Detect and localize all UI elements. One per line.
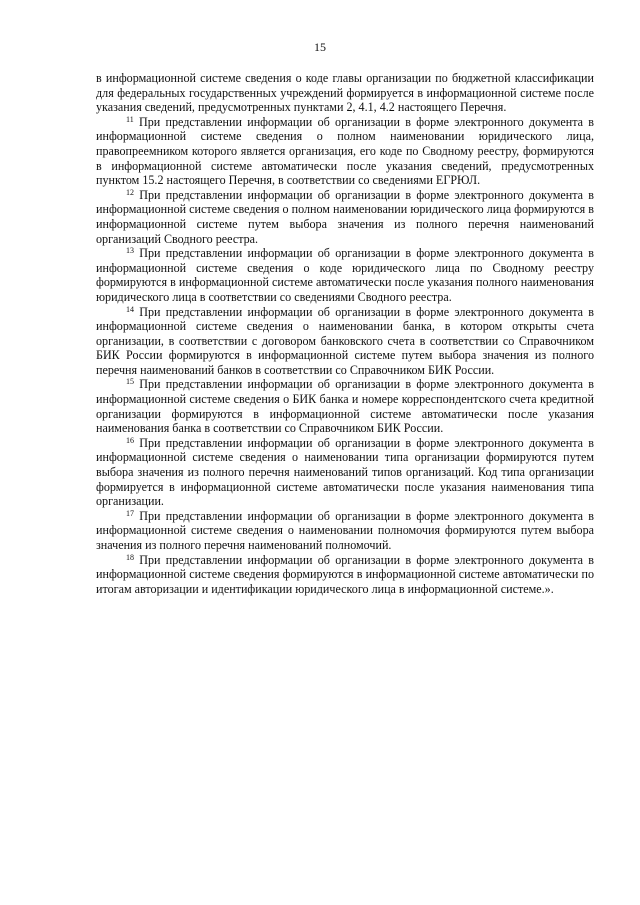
footnote-text: При представлении информации об организации в форме электронного документа в информационной системе сведения о наименовании типа организации формируются путем выбора значения из полного перечня наименований типов организаций. Код типа организации формируется в информационной системе автоматически после указания наименования типа организации. <box>96 435 594 509</box>
footnote-number: 11 <box>126 114 134 124</box>
footnote-13 <box>96 246 594 304</box>
footnote-text: При представлении информации об организации в форме электронного документа в информационной системе сведения о БИК банка и номере корреспондентского счета кредитной организации формируются в информационной системе автоматически после указания наименования банка в соответствии со Справочником БИК России. <box>96 377 594 436</box>
footnote-number: 14 <box>126 304 134 314</box>
footnote-16 <box>96 436 594 509</box>
document-body <box>96 71 594 596</box>
page-number: 15 <box>314 40 326 54</box>
footnote-15 <box>96 377 594 435</box>
footnote-11 <box>96 115 594 188</box>
footnote-text: При представлении информации об организации в форме электронного документа в информационной системе сведения о наименовании полномочия формируются путем выбора значения из полного перечня наименований полномочий. <box>96 508 594 552</box>
footnote-number: 12 <box>126 187 134 197</box>
footnote-number: 16 <box>126 435 134 445</box>
footnote-number: 13 <box>126 246 134 256</box>
footnote-number: 18 <box>126 552 134 562</box>
footnote-18 <box>96 553 594 597</box>
footnote-text: При представлении информации об организации в форме электронного документа в информационной системе сведения о коде юридического лица по Сводному реестру формируются в информационной системе автоматически после указания полного наименования юридического лица в соответствии со сведениями Сводного реестра. <box>96 246 594 304</box>
paragraph-continuation <box>96 71 594 115</box>
footnote-number: 17 <box>126 508 134 518</box>
footnote-12 <box>96 188 594 246</box>
footnote-17 <box>96 509 594 553</box>
footnote-text: При представлении информации об организации в форме электронного документа в информационной системе сведения формируются в информационной системе автоматически по итогам авторизации и идентификации юридического лица в информационной системе.». <box>96 552 594 596</box>
footnote-14 <box>96 305 594 378</box>
paragraph-text: в информационной системе сведения о коде главы организации по бюджетной классификации для федеральных государственных учреждений формируется в информационной системе после указания сведений, предусмотренных пунктами 2, 4.1, 4.2 настоящего Перечня. <box>96 71 594 115</box>
footnote-text: При представлении информации об организации в форме электронного документа в информационной системе сведения о наименовании банка, в котором открыты счета организации, в соответствии с договором банковского счета в соответствии со Справочником БИК России формируются в информационной системе путем выбора значения из полного перечня наименований банков в соответствии со Справочником БИК России. <box>96 304 594 377</box>
footnote-text: При представлении информации об организации в форме электронного документа в информационной системе сведения о полном наименовании юридического лица формируются в информационной системе путем выбора значения из полного перечня наименований организаций Сводного реестра. <box>96 187 594 246</box>
footnote-number: 15 <box>126 377 134 387</box>
footnote-text: При представлении информации об организации в форме электронного документа в информационной системе сведения о полном наименовании юридического лица, правопреемником которого является организация, его коде по Сводному реестру, формируются в информационной системе автоматически после указания сведений, предусмотренных пунктом 15.2 настоящего Перечня, в соответствии со сведениями ЕГРЮЛ. <box>96 114 594 188</box>
